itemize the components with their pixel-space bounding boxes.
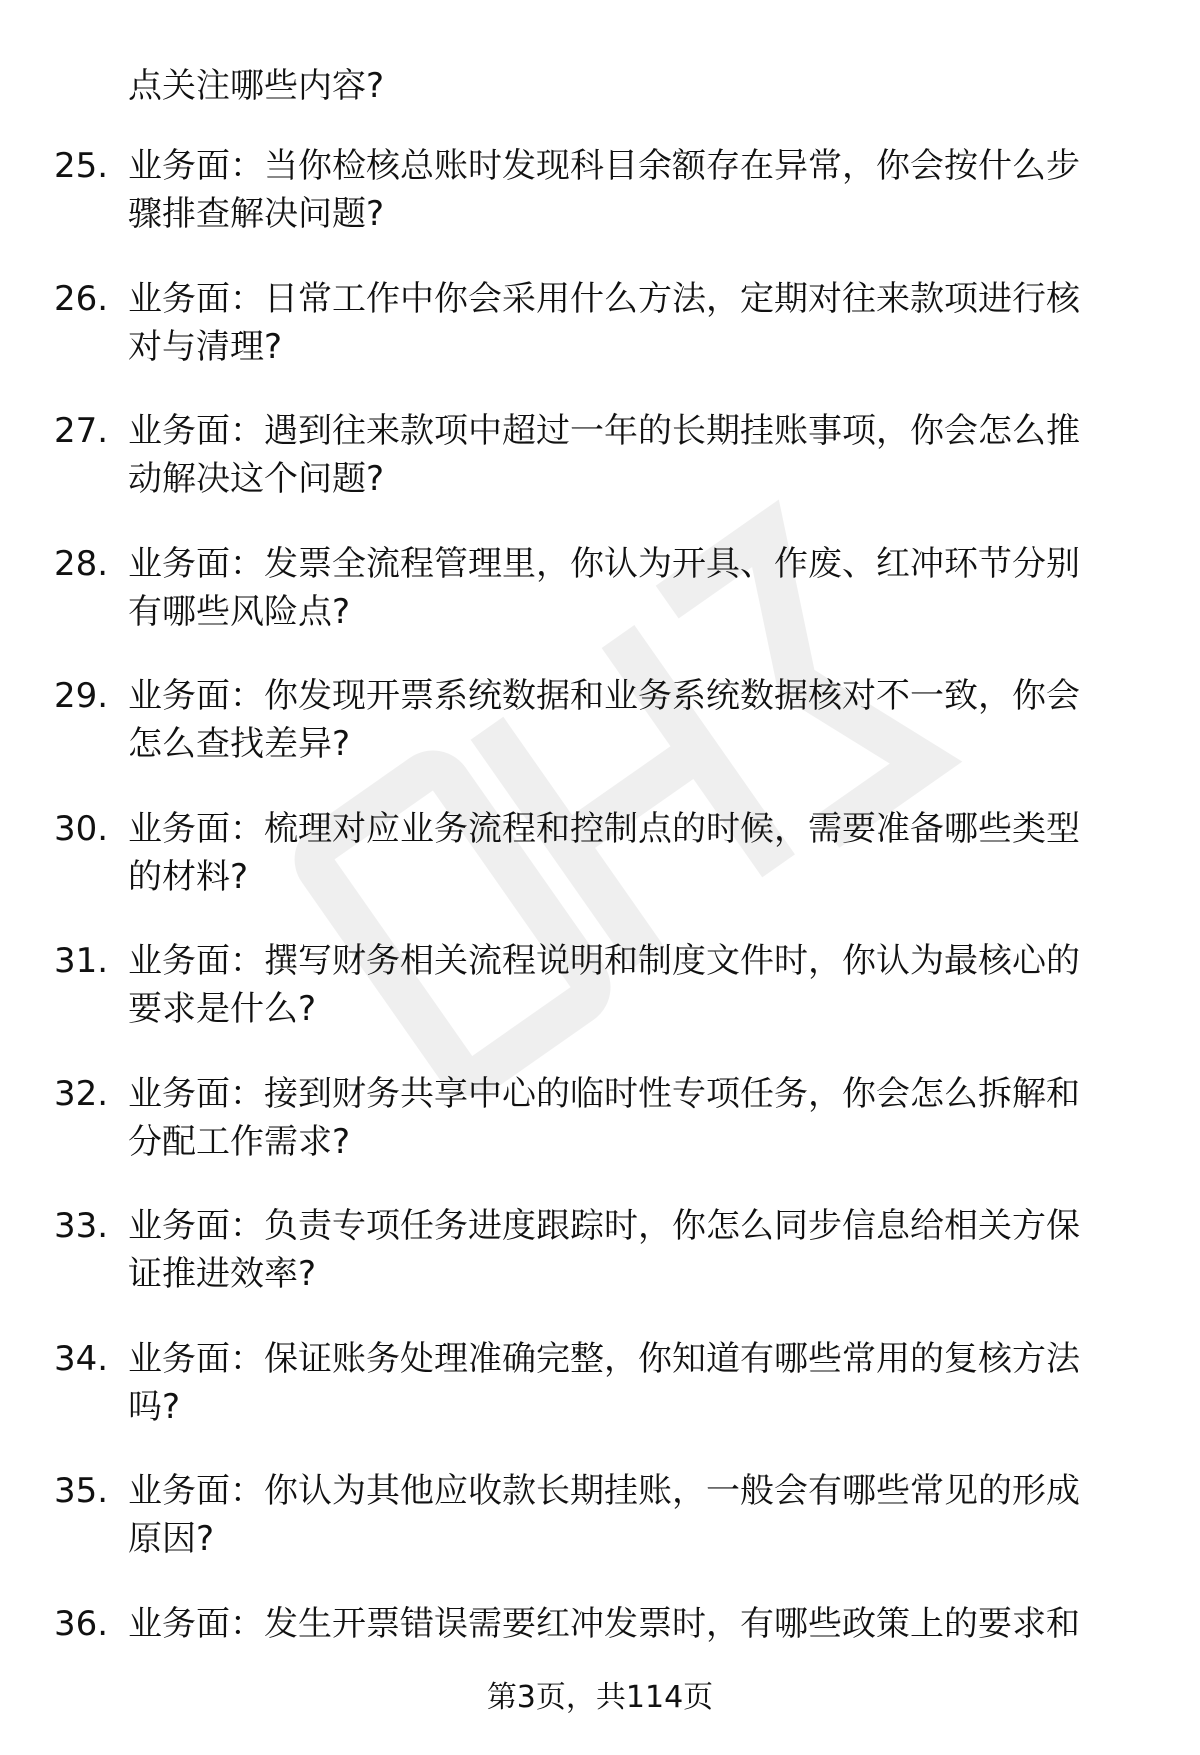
- question-item: [0, 805, 1200, 938]
- question-item: [0, 672, 1200, 805]
- question-line: 业务面：接到财务共享中心的临时性专项任务，你会怎么拆解和: [128, 1073, 1080, 1114]
- question-text: [128, 275, 1138, 371]
- question-item: [0, 1202, 1200, 1335]
- question-line: 业务面：你发现开票系统数据和业务系统数据核对不一致，你会: [128, 676, 1080, 716]
- question-line: 业务面：保证账务处理准确完整，你知道有哪些常用的复核方法: [128, 1338, 1080, 1379]
- question-text: [128, 1467, 1138, 1563]
- question-line: 分配工作需求?: [128, 1121, 351, 1162]
- question-line: 动解决这个问题?: [128, 459, 385, 499]
- question-line: 业务面：撰写财务相关流程说明和制度文件时，你认为最核心的: [128, 941, 1080, 981]
- question-line: 原因?: [128, 1519, 215, 1559]
- question-item: [0, 540, 1200, 673]
- question-number: 34.: [54, 1338, 109, 1379]
- question-number: 31.: [54, 941, 109, 981]
- question-list: [0, 142, 1200, 1732]
- question-item: [0, 937, 1200, 1070]
- question-text: [128, 1335, 1138, 1431]
- question-text: [128, 937, 1138, 1033]
- question-item: [0, 1070, 1200, 1203]
- question-text: [128, 142, 1138, 238]
- question-number: 32.: [54, 1073, 109, 1114]
- question-item: [0, 407, 1200, 540]
- continued-question-line: 点关注哪些内容?: [128, 66, 385, 106]
- question-text: [128, 540, 1138, 636]
- question-line: 有哪些风险点?: [128, 591, 351, 632]
- question-text: [128, 1202, 1138, 1298]
- question-number: 25.: [54, 146, 109, 186]
- question-line: 要求是什么?: [128, 989, 317, 1029]
- question-text: [128, 407, 1138, 503]
- question-line: 业务面：发生开票错误需要红冲发票时，有哪些政策上的要求和: [128, 1603, 1080, 1644]
- question-text: [128, 672, 1138, 768]
- question-item: [0, 142, 1200, 275]
- question-text: [128, 1070, 1138, 1166]
- question-item: [0, 275, 1200, 408]
- question-line: 证推进效率?: [128, 1254, 317, 1294]
- question-line: 业务面：你认为其他应收款长期挂账，一般会有哪些常见的形成: [128, 1471, 1080, 1511]
- question-text: [128, 1600, 1138, 1648]
- question-line: 业务面：当你检核总账时发现科目余额存在异常，你会按什么步: [128, 146, 1080, 186]
- question-line: 业务面：遇到往来款项中超过一年的长期挂账事项，你会怎么推: [128, 411, 1080, 451]
- question-item: [0, 1467, 1200, 1600]
- question-number: 27.: [54, 411, 109, 451]
- question-number: 29.: [54, 676, 109, 716]
- question-text: [128, 805, 1138, 901]
- page-footer: 第3页，共114页: [486, 1680, 714, 1715]
- question-line: 的材料?: [128, 856, 249, 897]
- question-line: 业务面：日常工作中你会采用什么方法，定期对往来款项进行核: [128, 278, 1080, 319]
- question-number: 30.: [54, 808, 109, 849]
- question-number: 35.: [54, 1471, 109, 1511]
- question-line: 怎么查找差异?: [128, 724, 351, 764]
- question-item: [0, 1335, 1200, 1468]
- question-line: 骤排查解决问题?: [128, 194, 385, 234]
- question-number: 33.: [54, 1206, 109, 1246]
- question-number: 36.: [54, 1603, 109, 1644]
- question-number: 28.: [54, 543, 109, 584]
- question-line: 吗?: [128, 1386, 181, 1427]
- question-line: 业务面：发票全流程管理里，你认为开具、作废、红冲环节分别: [128, 543, 1080, 584]
- question-number: 26.: [54, 278, 109, 319]
- question-line: 业务面：梳理对应业务流程和控制点的时候，需要准备哪些类型: [128, 808, 1080, 849]
- question-line: 对与清理?: [128, 326, 283, 367]
- question-line: 业务面：负责专项任务进度跟踪时，你怎么同步信息给相关方保: [128, 1206, 1080, 1246]
